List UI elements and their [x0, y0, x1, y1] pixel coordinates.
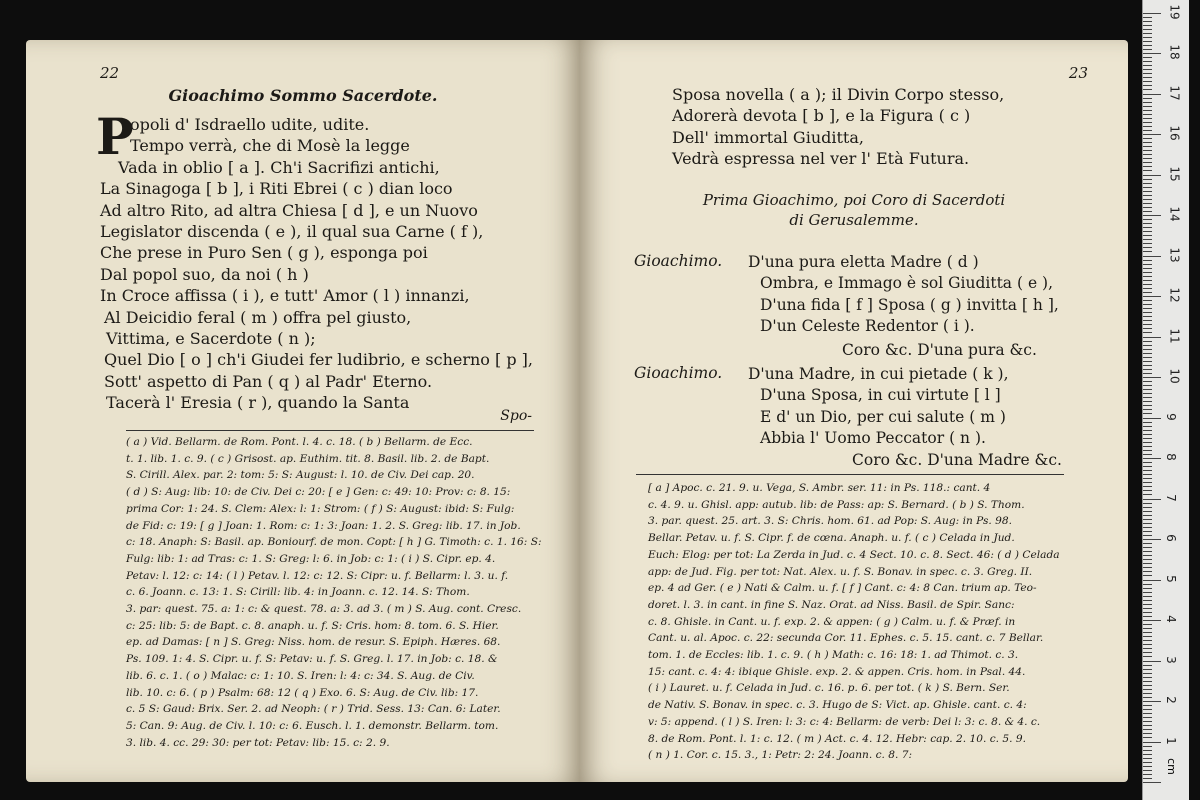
- ruler-tick: [1143, 434, 1152, 435]
- ruler-tick: [1143, 750, 1152, 751]
- ruler-tick: [1143, 701, 1161, 702]
- ruler-tick: [1143, 138, 1152, 139]
- footnote-line: ( d ) S: Aug: lib: 10: de Civ. Dei c: 20: [ e ] Gen: c: 49: 10: Prov: c: 8. 15:: [126, 486, 511, 499]
- ruler-tick: [1143, 778, 1152, 779]
- ruler-tick: [1143, 381, 1152, 382]
- page-number-right: 23: [1068, 64, 1088, 82]
- ruler-tick: [1143, 49, 1152, 50]
- ruler-tick: [1143, 361, 1152, 362]
- ruler-tick: [1143, 438, 1152, 439]
- ruler-tick: [1143, 709, 1152, 710]
- left-page: [26, 40, 580, 782]
- footnote-line: doret. l. 3. in cant. in fine S. Naz. Orat. ad Niss. Basil. de Spir. Sanc:: [648, 598, 1015, 611]
- footnote-line: de Nativ. S. Bonav. in spec. c. 3. Hugo de S: Vict. ap. Ghisle. cant. c. 4:: [648, 699, 1027, 712]
- ruler-tick: [1143, 689, 1152, 690]
- ruler-tick: [1143, 470, 1152, 471]
- ruler-tick: [1143, 373, 1152, 374]
- ruler-tick: [1143, 106, 1152, 107]
- ruler-tick: [1143, 276, 1152, 277]
- speech-line: D'una pura eletta Madre ( d ): [748, 253, 979, 271]
- verse-line: Tacerà l' Eresia ( r ), quando la Santa: [106, 393, 410, 413]
- footnote-line: S. Cirill. Alex. par. 2: tom: 5: S: August: l. 10. de Civ. Dei cap. 20.: [126, 469, 475, 482]
- footnote-line: 5: Can. 9: Aug. de Civ. l. 10: c: 6. Eusch. l. 1. demonstr. Bellarm. tom.: [126, 719, 499, 732]
- ruler-tick: [1143, 251, 1152, 252]
- ruler-tick: [1143, 422, 1152, 423]
- ruler-tick: [1143, 746, 1152, 747]
- ruler-tick: [1143, 571, 1152, 572]
- ruler-tick: [1143, 41, 1152, 42]
- footnote-line: 8. de Rom. Pont. l. 1: c. 12. ( m ) Act. c. 4. 12. Hebr: cap. 2. 10. c. 5. 9.: [648, 732, 1026, 745]
- ruler-tick: [1143, 77, 1152, 78]
- drop-capital: P: [96, 107, 134, 166]
- ruler-tick: [1143, 486, 1152, 487]
- ruler-tick: [1143, 608, 1152, 609]
- verse-line: Dell' immortal Giuditta,: [672, 127, 864, 147]
- ruler-tick: [1143, 45, 1152, 46]
- ruler-tick: [1143, 612, 1152, 613]
- chorus-refrain: Coro &c. D'una Madre &c.: [852, 451, 1062, 469]
- ruler-tick: [1143, 454, 1152, 455]
- ruler-tick: [1143, 345, 1152, 346]
- ruler-tick: [1143, 588, 1152, 589]
- ruler-tick: [1143, 401, 1152, 402]
- speaker-name: Gioachimo.: [634, 364, 723, 382]
- ruler-tick: [1143, 640, 1152, 641]
- footnote-line: lib. 10. c: 6. ( p ) Psalm: 68: 12 ( q ) Exo. 6. S: Aug. de Civ. lib: 17.: [126, 686, 479, 699]
- ruler-tick: [1143, 697, 1152, 698]
- ruler-tick: [1143, 648, 1152, 649]
- ruler-tick: [1143, 499, 1161, 500]
- footnote-line: Petav: l. 12: c: 14: ( l ) Petav. l. 12: c: 12. S: Cipr: u. f. Bellarm: l. 3. u. f.: [126, 569, 509, 582]
- ruler-tick: [1143, 450, 1152, 451]
- ruler-number: 15: [1167, 165, 1182, 182]
- ruler-tick: [1143, 187, 1152, 188]
- ruler-tick: [1143, 243, 1152, 244]
- ruler-tick: [1143, 616, 1152, 617]
- ruler-number: 11: [1167, 327, 1182, 344]
- ruler-tick: [1143, 466, 1152, 467]
- ruler-tick: [1143, 729, 1152, 730]
- ruler-tick: [1143, 742, 1161, 743]
- ruler-tick: [1143, 511, 1152, 512]
- ruler-tick: [1143, 69, 1152, 70]
- ruler-tick: [1143, 37, 1152, 38]
- ruler-tick: [1143, 166, 1152, 167]
- ruler-tick: [1143, 669, 1152, 670]
- verse-line: Dal popol suo, da noi ( h ): [100, 264, 309, 284]
- ruler-tick: [1143, 122, 1152, 123]
- speech-block-2: [748, 364, 1009, 450]
- scene-heading-line2: di Gerusalemme.: [789, 211, 919, 229]
- ruler-tick: [1143, 239, 1152, 240]
- ruler-tick: [1143, 717, 1152, 718]
- ruler-tick: [1143, 632, 1152, 633]
- right-page: [580, 40, 1128, 782]
- footnote-line: ( i ) Lauret. u. f. Celada in Jud. c. 16. p. 6. per tot. ( k ) S. Bern. Ser.: [648, 682, 1010, 695]
- ruler-tick: [1143, 17, 1152, 18]
- ruler-tick: [1143, 264, 1152, 265]
- verse-block-left: [100, 114, 533, 414]
- open-book: [14, 26, 1142, 786]
- ruler-tick: [1143, 65, 1152, 66]
- ruler-number: 3: [1163, 655, 1178, 664]
- ruler-tick: [1143, 231, 1152, 232]
- footnote-line: c. 4. 9. u. Ghisl. app: autub. lib: de Pass: ap: S. Bernard. ( b ) S. Thom.: [648, 498, 1025, 511]
- ruler-number: 1: [1163, 736, 1178, 745]
- ruler-tick: [1143, 296, 1161, 297]
- ruler-tick: [1143, 308, 1152, 309]
- ruler-tick: [1143, 405, 1152, 406]
- ruler-tick: [1143, 592, 1152, 593]
- ruler-tick: [1143, 341, 1152, 342]
- ruler-tick: [1143, 130, 1152, 131]
- ruler-tick: [1143, 636, 1152, 637]
- ruler-tick: [1143, 227, 1152, 228]
- ruler-tick: [1143, 523, 1152, 524]
- ruler-tick: [1143, 324, 1152, 325]
- footnote-line: ( a ) Vid. Bellarm. de Rom. Pont. l. 4. c. 18. ( b ) Bellarm. de Ecc.: [126, 436, 473, 448]
- ruler-tick: [1143, 320, 1152, 321]
- ruler-tick: [1143, 503, 1152, 504]
- footnote-line: app: de Jud. Fig. per tot: Nat. Alex. u. f. S. Bonav. in spec. c. 3. Greg. II.: [648, 565, 1033, 578]
- footnote-line: 3. par. quest. 25. art. 3. S: Chris. hom. 61. ad Pop: S. Aug: in Ps. 98.: [648, 515, 1013, 528]
- ruler-tick: [1143, 118, 1152, 119]
- ruler-tick: [1143, 134, 1161, 135]
- scene-heading: Prima Gioachimo, poi Coro di Sacerdoti: [702, 191, 1006, 209]
- verse-line: Vada in oblio [ a ]. Ch'i Sacrifizi antichi,: [118, 157, 440, 177]
- ruler-tick: [1143, 620, 1161, 621]
- verse-line: Vedrà espressa nel ver l' Età Futura.: [672, 149, 970, 169]
- ruler-tick: [1143, 98, 1152, 99]
- ruler-tick: [1143, 195, 1152, 196]
- ruler-tick: [1143, 203, 1152, 204]
- ruler-tick: [1143, 482, 1152, 483]
- ruler-tick: [1143, 21, 1152, 22]
- chorus-refrain: Coro &c. D'una pura &c.: [842, 341, 1037, 359]
- ruler-tick: [1143, 713, 1152, 714]
- ruler-tick: [1143, 559, 1152, 560]
- verse-line: Sott' aspetto di Pan ( q ) al Padr' Eterno.: [104, 371, 433, 391]
- ruler-tick: [1143, 142, 1152, 143]
- ruler-tick: [1143, 458, 1161, 459]
- ruler-number: 13: [1167, 246, 1182, 263]
- ruler-tick: [1143, 170, 1152, 171]
- footnote-line: Ps. 109. 1: 4. S. Cipr. u. f. S: Petav: u. f. S. Greg. l. 17. in Job: c. 18. &: [126, 653, 498, 666]
- ruler-number: 14: [1167, 206, 1182, 222]
- footnote-line: Bellar. Petav. u. f. S. Cipr. f. de cœna. Anaph. u. f. ( c ) Celada in Jud.: [648, 532, 1015, 545]
- ruler-tick: [1143, 85, 1152, 86]
- verse-line: Che prese in Puro Sen ( g ), esponga poi: [100, 243, 428, 263]
- verse-line: Quel Dio [ o ] ch'i Giudei fer ludibrio, e scherno [ p ],: [104, 350, 533, 370]
- verse-line: Ad altro Rito, ad altra Chiesa [ d ], e un Nuovo: [100, 200, 478, 220]
- ruler-tick: [1143, 304, 1152, 305]
- ruler-tick: [1143, 555, 1152, 556]
- ruler-tick: [1143, 474, 1152, 475]
- ruler-tick: [1143, 754, 1152, 755]
- ruler-tick: [1143, 337, 1161, 338]
- footnote-line: tom. 1. de Eccles: lib. 1. c. 9. ( h ) Math: c. 16: 18: 1. ad Thimot. c. 3.: [648, 649, 1019, 662]
- ruler-tick: [1143, 57, 1152, 58]
- ruler-tick: [1143, 539, 1161, 540]
- ruler-tick: [1143, 175, 1161, 176]
- ruler-tick: [1143, 369, 1152, 370]
- page-number-left: 22: [100, 64, 120, 82]
- running-title: Gioachimo Sommo Sacerdote.: [168, 86, 438, 105]
- footnotes-left: [126, 434, 542, 751]
- ruler-tick: [1143, 328, 1152, 329]
- ruler-tick: [1143, 596, 1152, 597]
- ruler-tick: [1143, 349, 1152, 350]
- ruler-tick: [1143, 661, 1161, 662]
- ruler-tick: [1143, 531, 1152, 532]
- ruler-tick: [1143, 762, 1152, 763]
- ruler-tick: [1143, 357, 1152, 358]
- verse-line: opoli d' Isdraello udite, udite.: [130, 115, 370, 134]
- ruler-tick: [1143, 81, 1152, 82]
- ruler-tick: [1143, 235, 1152, 236]
- ruler-tick: [1143, 584, 1152, 585]
- footnote-line: v: 5: append. ( l ) S. Iren: l: 3: c: 4: Bellarm: de verb: Dei l: 3: c. 8. & 4. c.: [648, 715, 1041, 728]
- verse-line: Al Deicidio feral ( m ) offra pel giusto,: [104, 307, 412, 327]
- footnote-rule: [636, 474, 1064, 475]
- ruler-tick: [1143, 782, 1161, 783]
- ruler-tick: [1143, 478, 1152, 479]
- ruler-tick: [1143, 604, 1152, 605]
- ruler-number: 6: [1163, 534, 1178, 542]
- ruler-tick: [1143, 29, 1152, 30]
- ruler-tick: [1143, 551, 1152, 552]
- ruler-number: 16: [1167, 125, 1182, 141]
- speech-line: D'una Sposa, in cui virtute [ l ]: [760, 386, 1001, 405]
- ruler-number: 2: [1163, 696, 1178, 704]
- ruler-tick: [1143, 446, 1152, 447]
- speech-line: E d' un Dio, per cui salute ( m ): [760, 407, 1006, 426]
- ruler-tick: [1143, 256, 1161, 257]
- ruler-tick: [1143, 385, 1152, 386]
- ruler-tick: [1143, 389, 1152, 390]
- ruler-tick: [1143, 665, 1152, 666]
- ruler-tick: [1143, 567, 1152, 568]
- ruler-tick: [1143, 397, 1152, 398]
- footnote-line: lib. 6. c. 1. ( o ) Malac: c: 1: 10. S. Iren: l: 4: c: 34. S. Aug. de Civ.: [126, 669, 475, 682]
- footnote-line: ep. ad Damas: [ n ] S. Greg: Niss. hom. de resur. S. Epiph. Hæres. 68.: [126, 636, 501, 649]
- ruler-tick: [1143, 547, 1152, 548]
- speech-line: D'una fida [ f ] Sposa ( g ) invitta [ h ],: [760, 295, 1059, 314]
- ruler-tick: [1143, 600, 1152, 601]
- ruler-unit: cm: [1164, 758, 1178, 775]
- ruler-tick: [1143, 25, 1152, 26]
- ruler-tick: [1143, 580, 1161, 581]
- ruler-tick: [1143, 162, 1152, 163]
- ruler-tick: [1143, 733, 1152, 734]
- ruler-tick: [1143, 442, 1152, 443]
- footnote-line: Fulg: lib: 1: ad Tras: c: 1. S: Greg: l: 6. in Job: c: 1: ( i ) S. Cipr. ep. 4.: [126, 552, 496, 565]
- ruler-tick: [1143, 332, 1152, 333]
- footnote-rule: [126, 430, 534, 431]
- footnote-line: ep. 4 ad Ger. ( e ) Nati & Calm. u. f. [ f ] Cant. c: 4: 8 Can. trium ap. Teo-: [648, 582, 1037, 595]
- footnotes-right: [648, 480, 1060, 764]
- ruler-tick: [1143, 490, 1152, 491]
- ruler-tick: [1143, 199, 1152, 200]
- ruler-tick: [1143, 73, 1152, 74]
- ruler-tick: [1143, 150, 1152, 151]
- verse-line: Sposa novella ( a ); il Divin Corpo stesso,: [672, 85, 1005, 104]
- speech-block-1: [748, 252, 1059, 338]
- ruler-tick: [1143, 223, 1152, 224]
- ruler-tick: [1143, 426, 1152, 427]
- footnote-line: Cant. u. al. Apoc. c. 22: secunda Cor. 11. Ephes. c. 5. 15. cant. c. 7 Bellar.: [648, 632, 1044, 645]
- footnote-line: c. 6. Joann. c. 13: 1. S: Cirill: lib. 4: in Joann. c. 12. 14. S: Thom.: [126, 586, 470, 599]
- footnote-line: prima Cor: 1: 24. S. Clem: Alex: l: 1: Strom: ( f ) S: August: ibid: S: Fulg:: [126, 502, 515, 515]
- ruler-tick: [1143, 260, 1152, 261]
- ruler-tick: [1143, 114, 1152, 115]
- ruler-tick: [1143, 53, 1161, 54]
- ruler-tick: [1143, 705, 1152, 706]
- ruler-tick: [1143, 126, 1152, 127]
- ruler-tick: [1143, 292, 1152, 293]
- speech-line: Abbia l' Uomo Peccator ( n ).: [760, 429, 986, 448]
- ruler-tick: [1143, 624, 1152, 625]
- footnote-line: de Fid: c: 19: [ g ] Joan: 1. Rom: c: 1: 3: Joan: 1. 2. S. Greg: lib. 17. in Job.: [126, 519, 521, 532]
- verse-line: Tempo verrà, che di Mosè la legge: [130, 136, 410, 156]
- speaker-name: Gioachimo.: [634, 252, 723, 270]
- ruler-number: 9: [1163, 412, 1178, 421]
- ruler-tick: [1143, 527, 1152, 528]
- verse-line: In Croce affissa ( i ), e tutt' Amor ( l ) innanzi,: [100, 286, 470, 306]
- ruler-tick: [1143, 725, 1152, 726]
- ruler-tick: [1143, 102, 1152, 103]
- ruler-tick: [1143, 673, 1152, 674]
- verse-line: La Sinagoga [ b ], i Riti Ebrei ( c ) dian loco: [100, 179, 453, 199]
- ruler-tick: [1143, 377, 1161, 378]
- ruler-tick: [1143, 284, 1152, 285]
- ruler-tick: [1143, 515, 1152, 516]
- ruler-tick: [1143, 519, 1152, 520]
- ruler-tick: [1143, 316, 1152, 317]
- speech-line: D'una Madre, in cui pietade ( k ),: [748, 365, 1009, 383]
- ruler-tick: [1143, 721, 1152, 722]
- ruler-tick: [1143, 272, 1152, 273]
- ruler-tick: [1143, 89, 1152, 90]
- ruler-tick: [1143, 737, 1152, 738]
- ruler-tick: [1143, 211, 1152, 212]
- catchword: Spo-: [500, 408, 532, 424]
- ruler-tick: [1143, 94, 1161, 95]
- ruler-tick: [1143, 413, 1152, 414]
- ruler-tick: [1143, 280, 1152, 281]
- ruler-tick: [1143, 770, 1152, 771]
- speech-line: Ombra, e Immago è sol Giuditta ( e ),: [760, 274, 1054, 293]
- footnote-line: 3. par: quest. 75. a: 1: c: & quest. 78. a: 3. ad 3. ( m ) S. Aug. cont. Cresc.: [126, 603, 522, 616]
- ruler-tick: [1143, 207, 1152, 208]
- ruler-tick: [1143, 494, 1152, 495]
- ruler-number: 10: [1167, 368, 1182, 384]
- ruler-tick: [1143, 430, 1152, 431]
- ruler-tick: [1143, 33, 1152, 34]
- ruler-tick: [1143, 644, 1152, 645]
- ruler-tick: [1143, 110, 1152, 111]
- footnote-line: 3. lib. 4. cc. 29: 30: per tot: Petav: lib: 15. c: 2. 9.: [126, 736, 390, 749]
- verse-block-right: [672, 84, 1004, 170]
- ruler-number: 7: [1163, 493, 1178, 502]
- ruler-tick: [1143, 652, 1152, 653]
- ruler-tick: [1143, 418, 1161, 419]
- ruler-tick: [1143, 179, 1152, 180]
- ruler-tick: [1143, 681, 1152, 682]
- ruler-tick: [1143, 535, 1152, 536]
- footnote-line: c: 25: lib: 5: de Bapt. c. 8. anaph. u. f. S: Cris. hom: 8. tom. 6. S. Hier.: [126, 619, 499, 632]
- speech-line: D'un Celeste Redentor ( i ).: [760, 317, 975, 336]
- ruler-tick: [1143, 312, 1152, 313]
- ruler-tick: [1143, 300, 1152, 301]
- footnote-line: c. 5 S: Gaud: Brix. Ser. 2. ad Neoph: ( r ) Trid. Sess. 13: Can. 6: Later.: [126, 703, 501, 716]
- ruler-tick: [1143, 215, 1161, 216]
- ruler-tick: [1143, 219, 1152, 220]
- verse-line: Vittima, e Sacerdote ( n );: [106, 329, 316, 349]
- footnote-line: 15: cant. c. 4: 4: ibique Ghisle. exp. 2. & appen. Cris. hom. in Psal. 44.: [648, 665, 1026, 678]
- ruler-tick: [1143, 353, 1152, 354]
- verse-line: Adorerà devota [ b ], e la Figura ( c ): [672, 106, 971, 126]
- ruler-tick: [1143, 656, 1152, 657]
- footnote-line: c: 18. Anaph: S: Basil. ap. Boniourf. de mon. Copt: [ h ] G. Timoth: c. 1. 16: S:: [126, 536, 542, 549]
- footnote-line: Euch: Elog: per tot: La Zerda in Jud. c. 4 Sect. 10. c. 8. Sect. 46: ( d ) Celada: [648, 548, 1060, 561]
- ruler-tick: [1143, 365, 1152, 366]
- ruler-tick: [1143, 758, 1152, 759]
- footnote-line: [ a ] Apoc. c. 21. 9. u. Vega, S. Ambr. ser. 11: in Ps. 118.: cant. 4: [648, 482, 991, 494]
- ruler-tick: [1143, 191, 1152, 192]
- ruler-tick: [1143, 158, 1152, 159]
- ruler-tick: [1143, 154, 1152, 155]
- ruler-tick: [1143, 146, 1152, 147]
- footnote-line: c. 8. Ghisle. in Cant. u. f. exp. 2. & appen: ( g ) Calm. u. f. & Præf. in: [648, 615, 1016, 628]
- ruler-tick: [1143, 507, 1152, 508]
- ruler-tick: [1143, 409, 1152, 410]
- verse-line: Legislator discenda ( e ), il qual sua Carne ( f ),: [100, 222, 484, 242]
- footnote-line: t. 1. lib. 1. c. 9. ( c ) Grisost. ap. Euthim. tit. 8. Basil. lib. 2. de Bapt.: [126, 452, 490, 465]
- footnote-line: ( n ) 1. Cor. c. 15. 3., 1: Petr: 2: 24. Joann. c. 8. 7:: [648, 749, 913, 762]
- ruler-tick: [1143, 462, 1152, 463]
- ruler-number: 19: [1167, 3, 1182, 20]
- ruler-tick: [1143, 268, 1152, 269]
- ruler-number: 5: [1163, 574, 1178, 583]
- ruler-tick: [1143, 575, 1152, 576]
- ruler-tick: [1143, 693, 1152, 694]
- ruler-tick: [1143, 563, 1152, 564]
- ruler-tick: [1143, 774, 1152, 775]
- ruler-number: 18: [1167, 44, 1182, 60]
- ruler-tick: [1143, 543, 1152, 544]
- ruler-tick: [1143, 288, 1152, 289]
- measuring-ruler: [1142, 0, 1189, 800]
- ruler-number: 8: [1163, 453, 1178, 461]
- ruler-tick: [1143, 13, 1161, 14]
- ruler-tick: [1143, 685, 1152, 686]
- ruler-tick: [1143, 183, 1152, 184]
- ruler-tick: [1143, 766, 1152, 767]
- ruler-tick: [1143, 628, 1152, 629]
- ruler-number: 12: [1167, 287, 1182, 303]
- ruler-number: 4: [1163, 615, 1178, 623]
- ruler-tick: [1143, 393, 1152, 394]
- ruler-number: 17: [1167, 84, 1182, 101]
- ruler-tick: [1143, 61, 1152, 62]
- ruler-tick: [1143, 677, 1152, 678]
- ruler-tick: [1143, 247, 1152, 248]
